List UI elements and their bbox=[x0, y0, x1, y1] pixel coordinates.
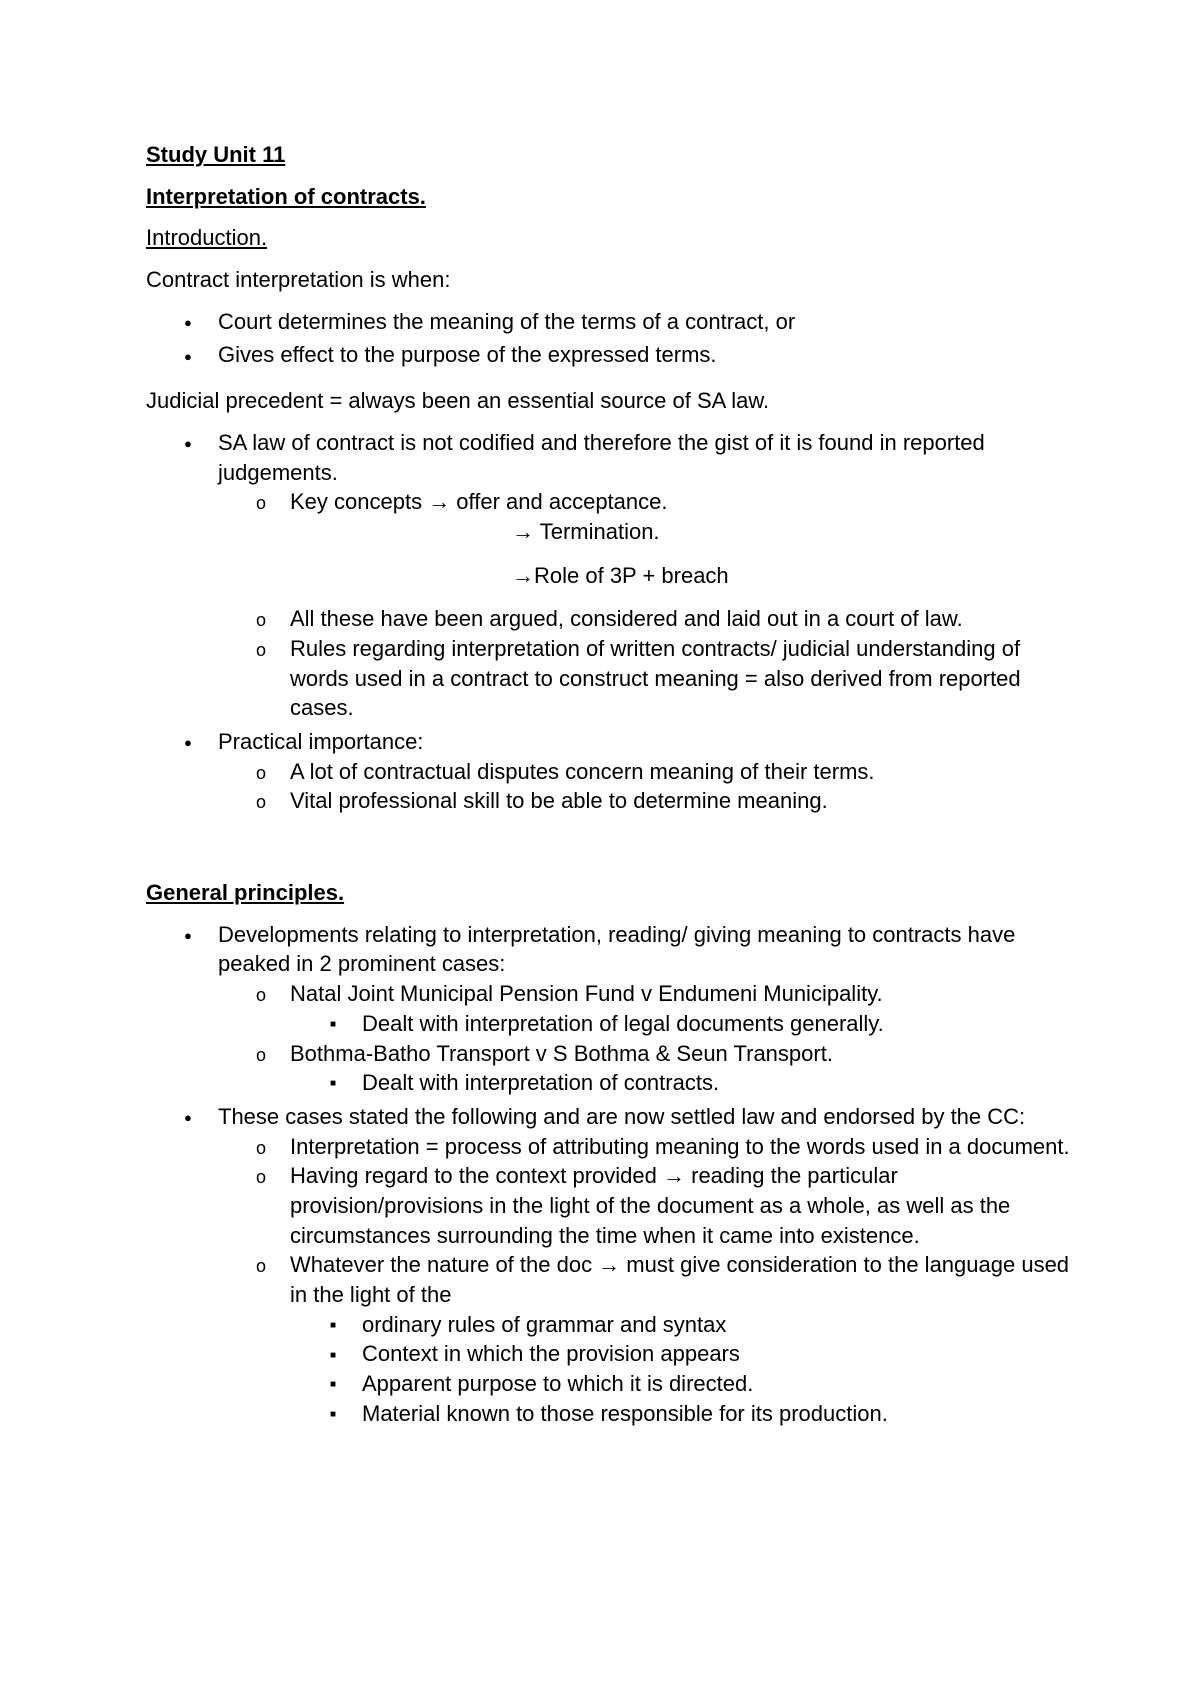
document-page bbox=[146, 140, 1076, 1432]
bullet-icon bbox=[184, 920, 192, 950]
settled-law-sublist bbox=[218, 1132, 1076, 1429]
list-item: o Key concepts → offer and acceptance. bbox=[218, 487, 1076, 517]
square-bullet-icon bbox=[330, 1339, 336, 1370]
bullet-icon bbox=[184, 307, 192, 337]
list-item: o Vital professional skill to be able to determine meaning. bbox=[218, 786, 1076, 816]
square-bullet-icon bbox=[330, 1310, 336, 1341]
circle-bullet-icon bbox=[256, 979, 266, 1009]
square-bullet-icon bbox=[330, 1068, 336, 1099]
square-bullet-icon bbox=[330, 1399, 336, 1430]
list-item: ■ Material known to those responsible for its production. bbox=[290, 1399, 1076, 1429]
practical-sublist bbox=[218, 757, 1076, 816]
case2-notes bbox=[290, 1068, 1076, 1098]
square-bullet-icon bbox=[330, 1369, 336, 1400]
page-title: Study Unit 11 bbox=[146, 142, 286, 167]
sa-law-list bbox=[146, 428, 1076, 816]
circle-bullet-icon bbox=[256, 1161, 266, 1191]
list-item: ● Practical importance: o A lot of contractual disputes concern meaning of their terms. o Vital professional skill to be able to determine meaning. bbox=[146, 727, 1076, 816]
list-item: ■ Apparent purpose to which it is directed. bbox=[290, 1369, 1076, 1399]
intro-heading: Introduction. bbox=[146, 225, 268, 251]
list-item: ● Court determines the meaning of the terms of a contract, or bbox=[146, 307, 1076, 337]
list-item: o Whatever the nature of the doc → must give consideration to the language used in the light of the ■ ordinary rules of grammar and syntax ■ Context in which the provision appears ■ Apparent purpose to which it is directed. ■ Material known to those responsible for its production. bbox=[218, 1250, 1076, 1428]
list-item: o Natal Joint Municipal Pension Fund v Endumeni Municipality. ■ Dealt with interpretation of legal documents generally. bbox=[218, 979, 1076, 1038]
list-item: o Interpretation = process of attributing meaning to the words used in a document. bbox=[218, 1132, 1076, 1162]
list-item: ● Gives effect to the purpose of the expressed terms. bbox=[146, 340, 1076, 370]
circle-bullet-icon bbox=[256, 1132, 266, 1162]
list-item: ■ Context in which the provision appears bbox=[290, 1339, 1076, 1369]
circle-bullet-icon bbox=[256, 604, 266, 634]
bullet-icon bbox=[184, 340, 192, 370]
bullet-icon bbox=[184, 428, 192, 458]
intro-lead: Contract interpretation is when: bbox=[146, 267, 451, 293]
precedent-text: Judicial precedent = always been an essential source of SA law. bbox=[146, 388, 770, 414]
language-criteria-list bbox=[290, 1310, 1076, 1429]
square-bullet-icon bbox=[330, 1009, 336, 1040]
list-item: o All these have been argued, considered and laid out in a court of law. bbox=[218, 604, 1076, 634]
page-subtitle: Interpretation of contracts. bbox=[146, 183, 426, 209]
circle-bullet-icon bbox=[256, 487, 266, 517]
intro-bullet-list bbox=[146, 307, 1076, 370]
list-item: o A lot of contractual disputes concern meaning of their terms. bbox=[218, 757, 1076, 787]
list-item: o Having regard to the context provided → reading the particular provision/provisions in the light of the document as a whole, as well as the circumstances surrounding the time when it came into existence. bbox=[218, 1161, 1076, 1250]
general-list bbox=[146, 920, 1076, 1429]
sa-law-sublist bbox=[218, 487, 1076, 517]
circle-bullet-icon bbox=[256, 1039, 266, 1069]
cases-sublist bbox=[218, 979, 1076, 1098]
list-item: ● Developments relating to interpretation, reading/ giving meaning to contracts have peaked in 2 prominent cases: o Natal Joint Municipal Pension Fund v Endumeni Municipality. ■ Dealt with interpretation of legal documents generally. o Bothma-Batho Transport v S Bothma & Seun Transport. ■ Dealt with interpretation of contracts. bbox=[146, 920, 1076, 1098]
list-item: ■ Dealt with interpretation of contracts. bbox=[290, 1068, 1076, 1098]
list-item: ● These cases stated the following and are now settled law and endorsed by the CC: o Interpretation = process of attributing meaning to the words used in a document. o Having regard to the context provided → reading the particular provision/provisions in the light of the document as a whole, as well as the circumstances surrounding the time when it came into existence. o Whatever the nature of the doc → must give consideration to the language used in the light of the ■ ordinary rules of grammar and syntax ■ Context in which the provision appears ■ Apparent purpose to which it is directed. ■ Material known to those responsible for its production. bbox=[146, 1102, 1076, 1429]
circle-bullet-icon bbox=[256, 634, 266, 664]
list-item: ● SA law of contract is not codified and therefore the gist of it is found in reported judgements. o Key concepts → offer and acceptance. → Termination. →Role of 3P + breach o All these have been argued, considered and laid out in a court of law. o Rules regarding interpretation of written contracts/ judicial understanding of words used in a contract to construct meaning = also derived from reported cases. bbox=[146, 428, 1076, 723]
general-heading: General principles. bbox=[146, 880, 345, 906]
list-item: ■ Dealt with interpretation of legal documents generally. bbox=[290, 1009, 1076, 1039]
bullet-icon bbox=[184, 1102, 192, 1132]
circle-bullet-icon bbox=[256, 757, 266, 787]
list-item: o Bothma-Batho Transport v S Bothma & Seun Transport. ■ Dealt with interpretation of contracts. bbox=[218, 1039, 1076, 1098]
circle-bullet-icon bbox=[256, 786, 266, 816]
role-line: →Role of 3P + breach bbox=[512, 562, 729, 588]
termination-line: → Termination. bbox=[512, 518, 660, 544]
circle-bullet-icon bbox=[256, 1250, 266, 1280]
list-item: ■ ordinary rules of grammar and syntax bbox=[290, 1310, 1076, 1340]
sa-law-sublist-2 bbox=[218, 604, 1076, 723]
case1-notes bbox=[290, 1009, 1076, 1039]
bullet-icon bbox=[184, 727, 192, 757]
list-item: o Rules regarding interpretation of written contracts/ judicial understanding of words used in a contract to construct meaning = also derived from reported cases. bbox=[218, 634, 1076, 723]
